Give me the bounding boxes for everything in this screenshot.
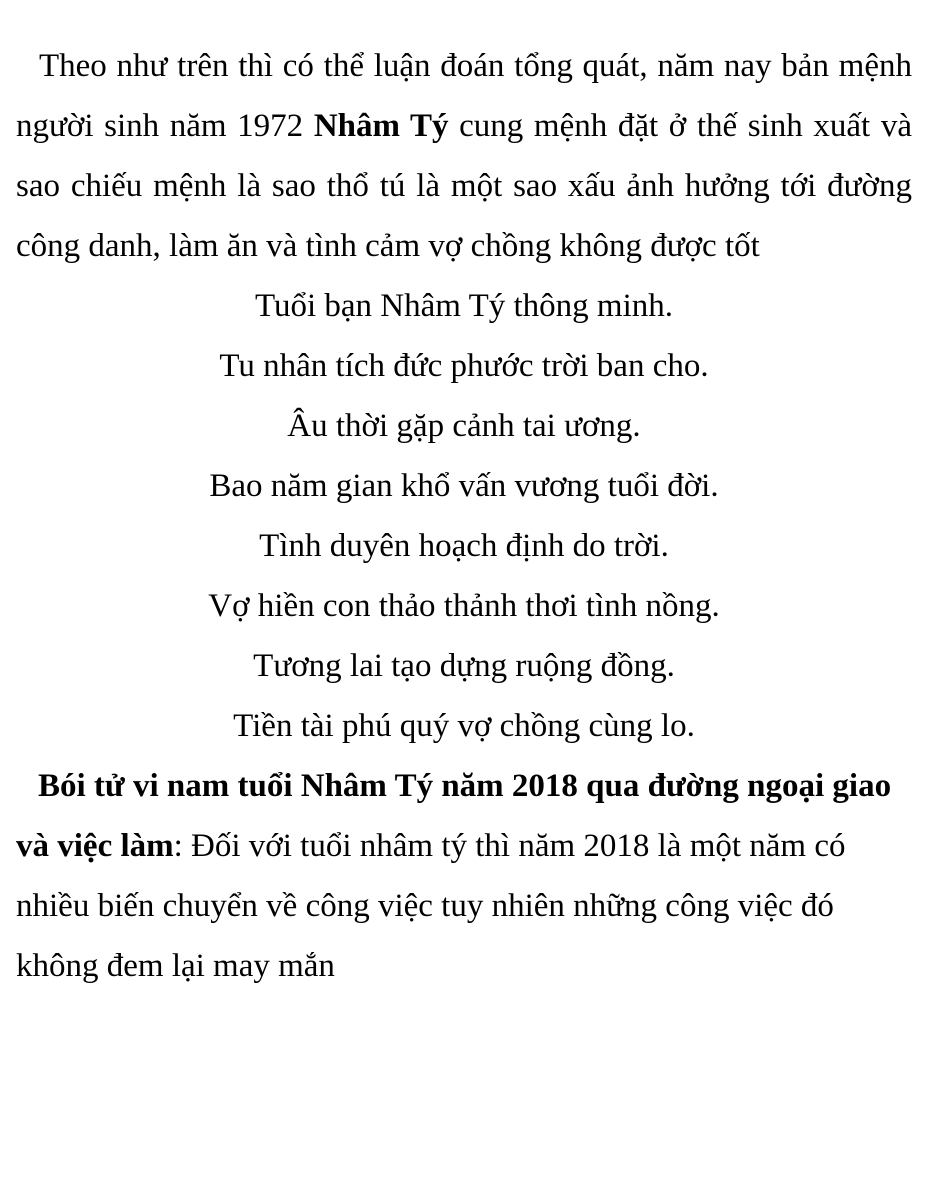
career-text: : Đối với tuổi nhâm tý thì năm 2018 là một năm có nhiều biến chuyển về công việc tuy nhiên những công việc đó không đem lại may mắn <box>16 828 846 984</box>
poem-line: Bao năm gian khổ vấn vương tuổi đời. <box>209 468 719 504</box>
poem-line: Tình duyên hoạch định do trời. <box>259 528 669 564</box>
poem <box>16 276 912 756</box>
intro-text-after: cung mệnh đặt ở thế sinh xuất và sao chiếu mệnh là sao thổ tú là một sao xấu ảnh hưởng tới đường công danh, làm ăn và tình cảm vợ chồng không được tốt <box>16 108 912 264</box>
poem-line: Tương lai tạo dựng ruộng đồng. <box>253 648 675 684</box>
poem-line: Tu nhân tích đức phước trời ban cho. <box>219 348 709 384</box>
career-paragraph <box>16 756 912 996</box>
intro-paragraph <box>16 36 912 276</box>
poem-line: Âu thời gặp cảnh tai ương. <box>287 408 641 444</box>
intro-text-before: Theo như trên thì có thể luận đoán tổng quát, năm nay bản mệnh người sinh năm 1972 <box>16 48 912 144</box>
poem-line: Tuổi bạn Nhâm Tý thông minh. <box>254 288 674 324</box>
intro-bold-name: Nhâm Tý <box>313 108 449 144</box>
poem-line: Vợ hiền con thảo thảnh thơi tình nồng. <box>208 588 720 624</box>
career-heading: Bói tử vi nam tuổi Nhâm Tý năm 2018 qua đường ngoại giao và việc làm <box>16 768 892 864</box>
poem-line: Tiền tài phú quý vợ chồng cùng lo. <box>233 708 695 744</box>
